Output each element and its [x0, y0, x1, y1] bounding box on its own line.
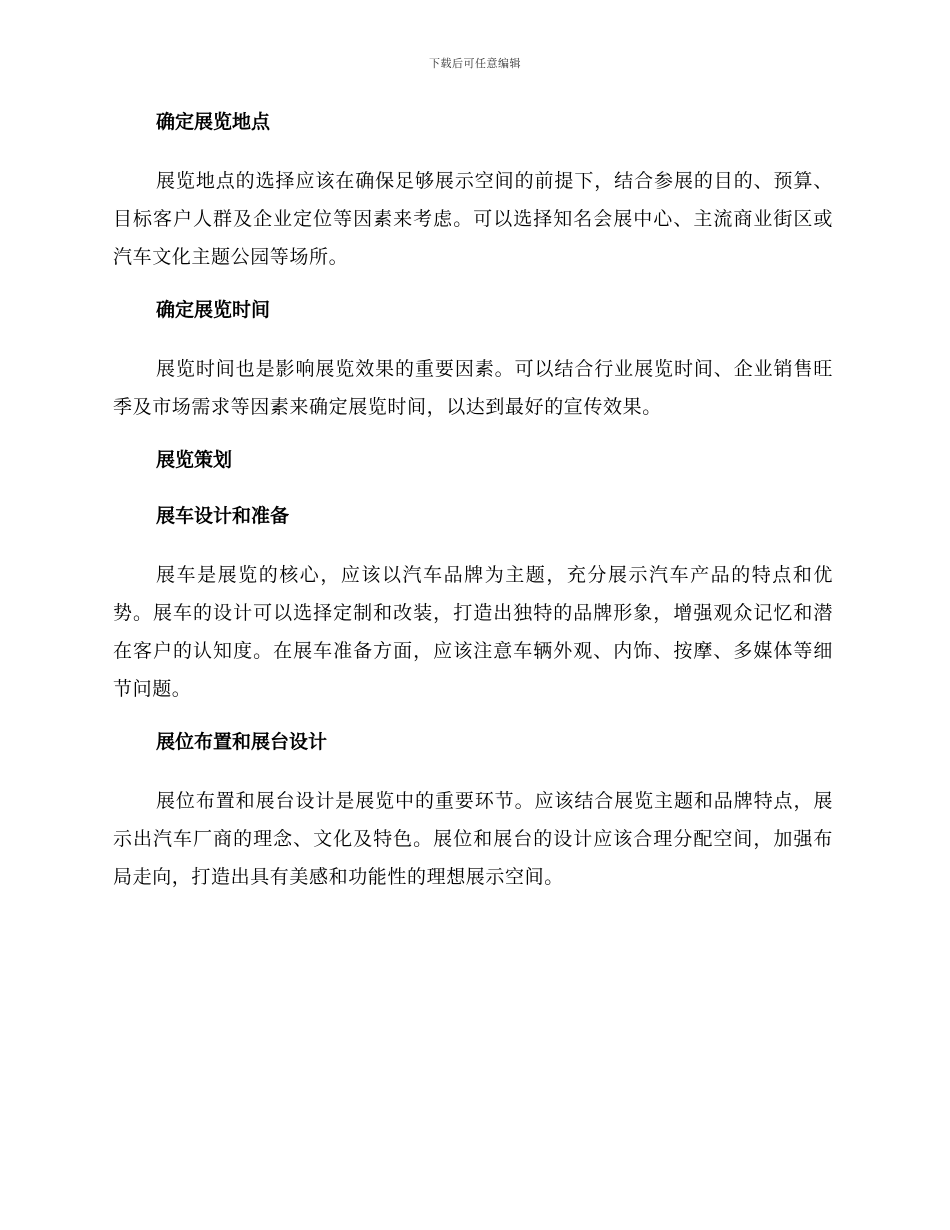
section-heading-car-design: 展车设计和准备: [156, 505, 290, 527]
paragraph-time: 展览时间也是影响展览效果的重要因素。可以结合行业展览时间、企业销售旺季及市场需求等因素来确定展览时间，以达到最好的宣传效果。: [113, 358, 833, 418]
paragraph-location: 展览地点的选择应该在确保足够展示空间的前提下，结合参展的目的、预算、目标客户人群及企业定位等因素来考虑。可以选择知名会展中心、主流商业街区或汽车文化主题公园等场所。: [113, 170, 833, 268]
document-body: [113, 108, 833, 916]
paragraph-booth-layout: 展位布置和展台设计是展览中的重要环节。应该结合展览主题和品牌特点，展示出汽车厂商的理念、文化及特色。展位和展台的设计应该合理分配空间，加强布局走向，打造出具有美感和功能性的理想展示空间。: [113, 790, 833, 888]
paragraph-car-design: 展车是展览的核心，应该以汽车品牌为主题，充分展示汽车产品的特点和优势。展车的设计可以选择定制和改装，打造出独特的品牌形象，增强观众记忆和潜在客户的认知度。在展车准备方面，应该注意车辆外观、内饰、按摩、多媒体等细节问题。: [113, 564, 833, 700]
page-header-note: 下载后可任意编辑: [429, 57, 521, 70]
section-heading-location: 确定展览地点: [156, 111, 271, 133]
section-heading-time: 确定展览时间: [156, 299, 271, 321]
section-heading-booth-layout: 展位布置和展台设计: [156, 731, 328, 753]
section-heading-planning: 展览策划: [156, 449, 233, 471]
